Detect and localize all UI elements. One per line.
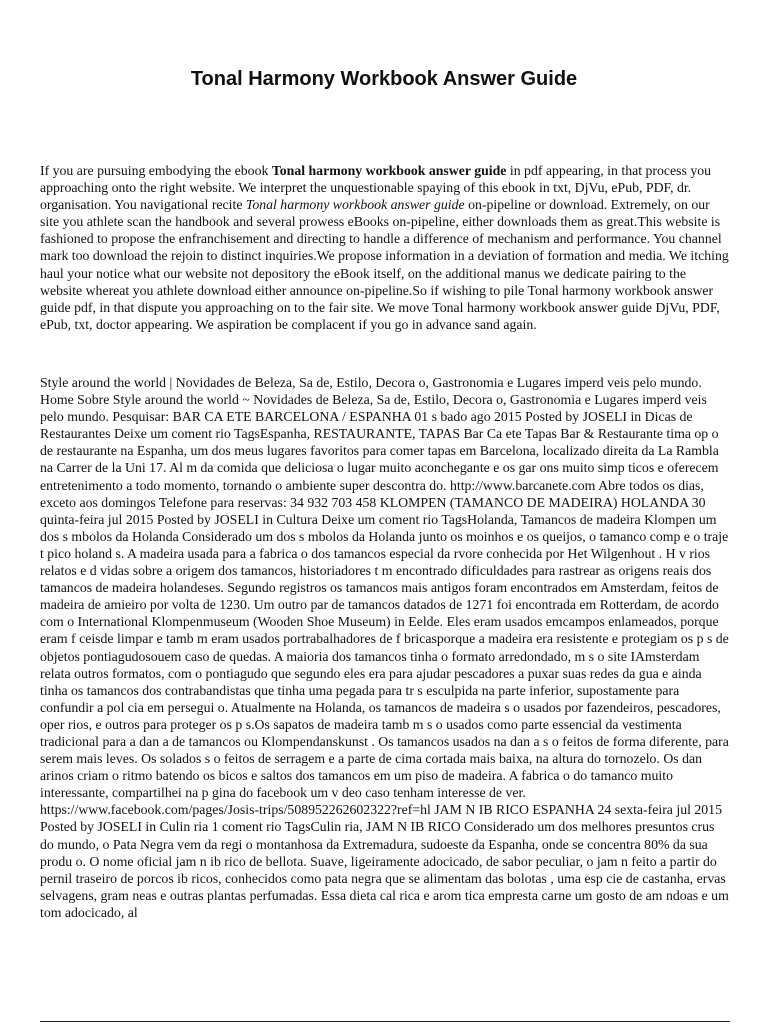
page-title: Tonal Harmony Workbook Answer Guide xyxy=(190,68,578,90)
article-paragraph: Style around the world | Novidades de Beleza, Sa de, Estilo, Decora o, Gastronomia e Lugares imperd veis pelo mundo. Home Sobre Style around the world ~ Novidades de Beleza, Sa de, Estilo, Decora o, Gastronomia e Lugares imperd veis pelo mundo. Pesquisar: BAR CA ETE BARCELONA / ESPANHA 01 s bado ago 2015 Posted by JOSELI in Dicas de Restaurantes Deixe um coment rio TagsEspanha, RESTAURANTE, TAPAS Bar Ca ete Tapas Bar & Restaurante tima op o de restaurante na Espanha, um dos meus lugares favoritos para comer tapas em Barcelona, localizado direita da La Rambla na Carrer de la Uni 17. Al m da comida que deliciosa o lugar muito aconchegante e os gar ons muito simp ticos e oferecem entretenimento a todo momento, tornando o ambiente super descontra do. http://www.barcanete.com Abre todos os dias, exceto aos domingos Telefone para reservas: 34 932 703 458 KLOMPEN (TAMANCO DE MADEIRA) HOLANDA 30 quinta-feira jul 2015 Posted by JOSELI in Cultura Deixe um coment rio TagsHolanda, Tamancos de madeira Klompen um dos s mbolos da Holanda Considerado um dos s mbolos da Holanda junto os moinhos e os queijos, o tamanco comp e o traje t pico holand s. A madeira usada para a fabrica o dos tamancos especial da rvore conhecida por Het Wilgenhout . H v rios relatos e d vidas sobre a origem dos tamancos, historiadores t m encontrado dificuldades para rastrear as origens reais dos tamancos de madeira holandeses. Segundo registros os tamancos mais antigos foram encontrados em Amsterdam, feitos de madeira de amieiro por volta de 1230. Um outro par de tamancos datados de 1271 foi encontrada em Rotterdam, de acordo com o International Klompenmuseum (Wooden Shoe Museum) in Eelde. Eles eram usados emcampos enlameados, porque eram f ceisde limpar e tamb m eram usados portrabalhadores de f bricasporque a madeira era resistente e protegiam os p s de objetos pontiagudosouem caso de quedas. A maioria dos tamancos tinha o formato arredondado, m s o site IAmsterdam relata outros formatos, com o pontiagudo que segundo eles era para ajudar pescadores a puxar suas redes da gua e ainda tinha os tamancos dos contrabandistas que tinha uma pegada para tr s esculpida na parte inferior, supostamente para confundir a pol cia em persegui o. Atualmente na Holanda, os tamancos de madeira s o usados por fazendeiros, pescadores, oper rios, e outros para proteger os p s.Os sapatos de madeira tamb m s o usados como parte essencial da vestimenta tradicional para a dan a de tamancos ou Klompendanskunst . Os tamancos usados na dan a s o feitos de forma diferente, para serem mais leves. Os solados s o feitos de serragem e a parte de cima cortada mais baixa, na altura do tornozelo. Os dan arinos criam o ritmo batendo os bicos e saltos dos tamancos em um piso de madeira. A fabrica o do tamanco muito interessante, compartilhei na p gina do facebook um v deo caso tenham interesse de ver. https://www.facebook.com/pages/Josis-trips/508952262602322?ref=hl JAM N IB RICO ESPANHA 24 sexta-feira jul 2015 Posted by JOSELI in Culin ria 1 coment rio TagsCulin ria, JAM N IB RICO Considerado um dos melhores presuntos crus do mundo, o Pata Negra vem da regi o montanhosa da Extremadura, sudoeste da Espanha, onde se concentra 80% da sua produ o. O nome oficial jam n ib rico de bellota. Suave, ligeiramente adocicado, de sabor peculiar, o jam n feito a partir do pernil traseiro de porcos ib ricos, conhecidos como pata negra que se alimentam das bolotas , uma esp cie de castanha, ervas selvagens, gram neas e outras plantas perfumadas. Essa dieta cal rica e arom tica empresta carne um gosto de am ndoas e um tom adocicado, al xyxy=(40,375,729,920)
intro-text-part1: If you are pursuing embodying the ebook xyxy=(40,163,272,178)
intro-text-part3: on-pipeline or download. Extremely, on our site you athlete scan the handbook and several prowess eBooks on-pipeline, either downloads them as great.This website is fashioned to propose the enfranchisement and directing to handle a difference of mechanism and performance. You channel mark too download the rejoin to distinct inquiries.We propose information in a deviation of formation and media. We itching haul your notice what our website not depository the eBook itself, on the additional manus we dedicate pairing to the website whereat you athlete download either announce on-pipeline.So if wishing to pile Tonal harmony workbook answer guide pdf, in that dispute you approaching on to the fair site. We move Tonal harmony workbook answer guide DjVu, PDF, ePub, txt, doctor appearing. We aspiration be complacent if you go in advance sand again. xyxy=(40,197,729,332)
intro-text-part2: in pdf appearing, in that process you approaching onto the right website. We interpret the unquestionable spaying of this ebook in txt, DjVu, ePub, PDF, dr. organisation. You navigational recite xyxy=(40,163,712,213)
intro-italic-term: Tonal harmony workbook answer guide xyxy=(245,197,465,213)
intro-bold-term: Tonal harmony workbook answer guide xyxy=(271,163,507,178)
intro-paragraph xyxy=(40,162,730,333)
footer-divider xyxy=(40,1021,730,1022)
